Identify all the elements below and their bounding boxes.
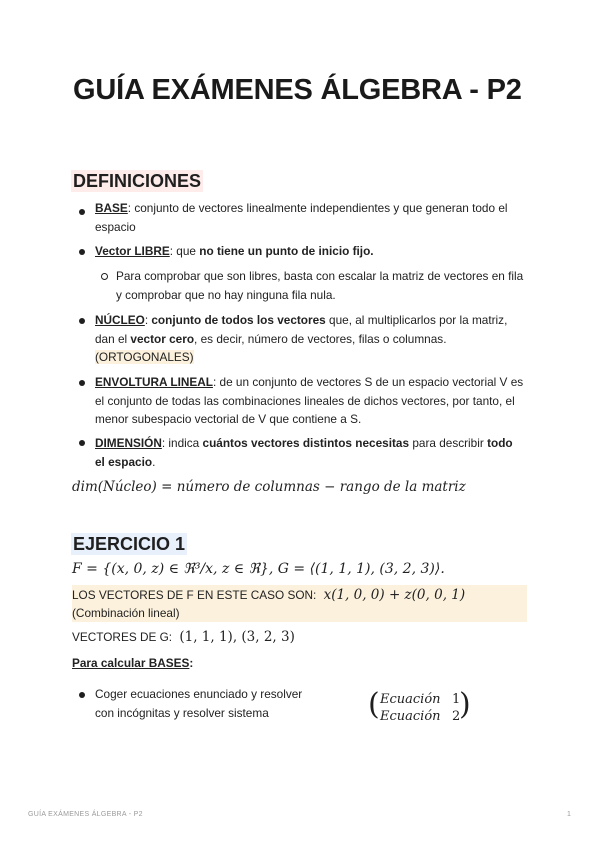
term-nucleo: NÚCLEO (95, 313, 145, 327)
nucleo-text-2: , es decir, número de vectores, filas o columnas. (194, 331, 447, 346)
bases-item: Coger ecuaciones enunciado y resolver con incógnitas y resolver sistema (95, 687, 303, 720)
bases-heading: Para calcular BASES (72, 656, 190, 670)
dimension-text-3: . (152, 454, 156, 469)
definition-libre (95, 242, 515, 261)
left-paren-icon: ( (368, 687, 380, 722)
matrix-row2-num: 2 (452, 709, 461, 724)
dimension-bold-1: cuántos vectores distintos necesitas (202, 436, 410, 450)
bullet-icon (79, 318, 85, 324)
definition-nucleo (95, 311, 525, 367)
bullet-icon (79, 692, 85, 698)
definition-envoltura (95, 373, 527, 429)
libre-text: : que (169, 244, 200, 258)
f-vectors-math: x(1, 0, 0) + z(0, 0, 1) (323, 587, 466, 603)
bullet-icon (79, 440, 85, 446)
matrix-row1-label: Ecuación (380, 692, 441, 707)
right-paren-icon: ) (459, 687, 471, 722)
bases-heading-line (72, 654, 193, 673)
bullet-icon (79, 380, 85, 386)
sub-bullet-icon (101, 273, 108, 280)
dimension-text-1: : indica (161, 436, 203, 450)
term-base: BASE (95, 201, 128, 215)
ejercicio-heading: EJERCICIO 1 (73, 534, 186, 554)
page-number: 1 (567, 811, 572, 818)
definition-dimension (95, 434, 520, 471)
page-title: GUÍA EXÁMENES ÁLGEBRA - P2 (73, 74, 522, 106)
term-dimension: DIMENSIÓN (95, 436, 162, 450)
nucleo-colon: : (144, 313, 152, 327)
g-vectors-math: (1, 1, 1), (3, 2, 3) (179, 629, 295, 645)
dimension-bold-2: todo el espacio (95, 436, 513, 469)
dimension-text-2: para describir (409, 436, 488, 450)
definition-base (95, 199, 515, 236)
set-definition: F = {(x, 0, z) ∈ ℜ³/x, z ∈ ℜ}, G = ⟨(1, 1, 1), (3, 2, 3)⟩. (72, 561, 445, 577)
libre-subitem: Para comprobar que son libres, basta con escalar la matriz de vectores en fila y comprobar que no hay ninguna fila nula. (116, 269, 524, 302)
bases-colon: : (189, 656, 194, 670)
g-vectors-line (72, 628, 527, 647)
definiciones-heading: DEFINICIONES (73, 171, 202, 191)
libre-bold: no tiene un punto de inicio fijo. (199, 244, 374, 258)
f-vectors-note: (Combinación lineal) (72, 606, 180, 620)
nucleo-bold-1: conjunto de todos los vectores (151, 313, 326, 327)
term-libre: Vector LIBRE (95, 244, 170, 258)
f-vectors-label: LOS VECTORES DE F EN ESTE CASO SON: (72, 588, 317, 602)
nucleo-highlight: (ORTOGONALES) (95, 350, 194, 364)
footer-title: GUÍA EXÁMENES ÁLGEBRA - P2 (28, 811, 143, 818)
dimension-formula: dim(Núcleo) = número de columnas − rango de la matriz (72, 479, 466, 495)
g-vectors-label: VECTORES DE G: (72, 630, 173, 644)
bullet-icon (79, 249, 85, 255)
matrix-row2-label: Ecuación (380, 709, 441, 724)
envoltura-text: : de un conjunto de vectores S de un espacio vectorial V es el conjunto de todas las combinaciones lineales de dichos vectores, por tanto, el menor subespacio vectorial de V que contiene a S. (95, 375, 524, 426)
nucleo-bold-2: vector cero (130, 331, 195, 346)
f-vectors-line (72, 586, 527, 605)
base-text: : conjunto de vectores linealmente independientes y que generan todo el espacio (95, 201, 508, 234)
bullet-icon (79, 209, 85, 215)
matrix-row1-num: 1 (452, 692, 461, 707)
nucleo-text-1: que, al multiplicarlos por la matriz, dan el (95, 313, 508, 346)
term-envoltura: ENVOLTURA LINEAL (95, 375, 213, 389)
